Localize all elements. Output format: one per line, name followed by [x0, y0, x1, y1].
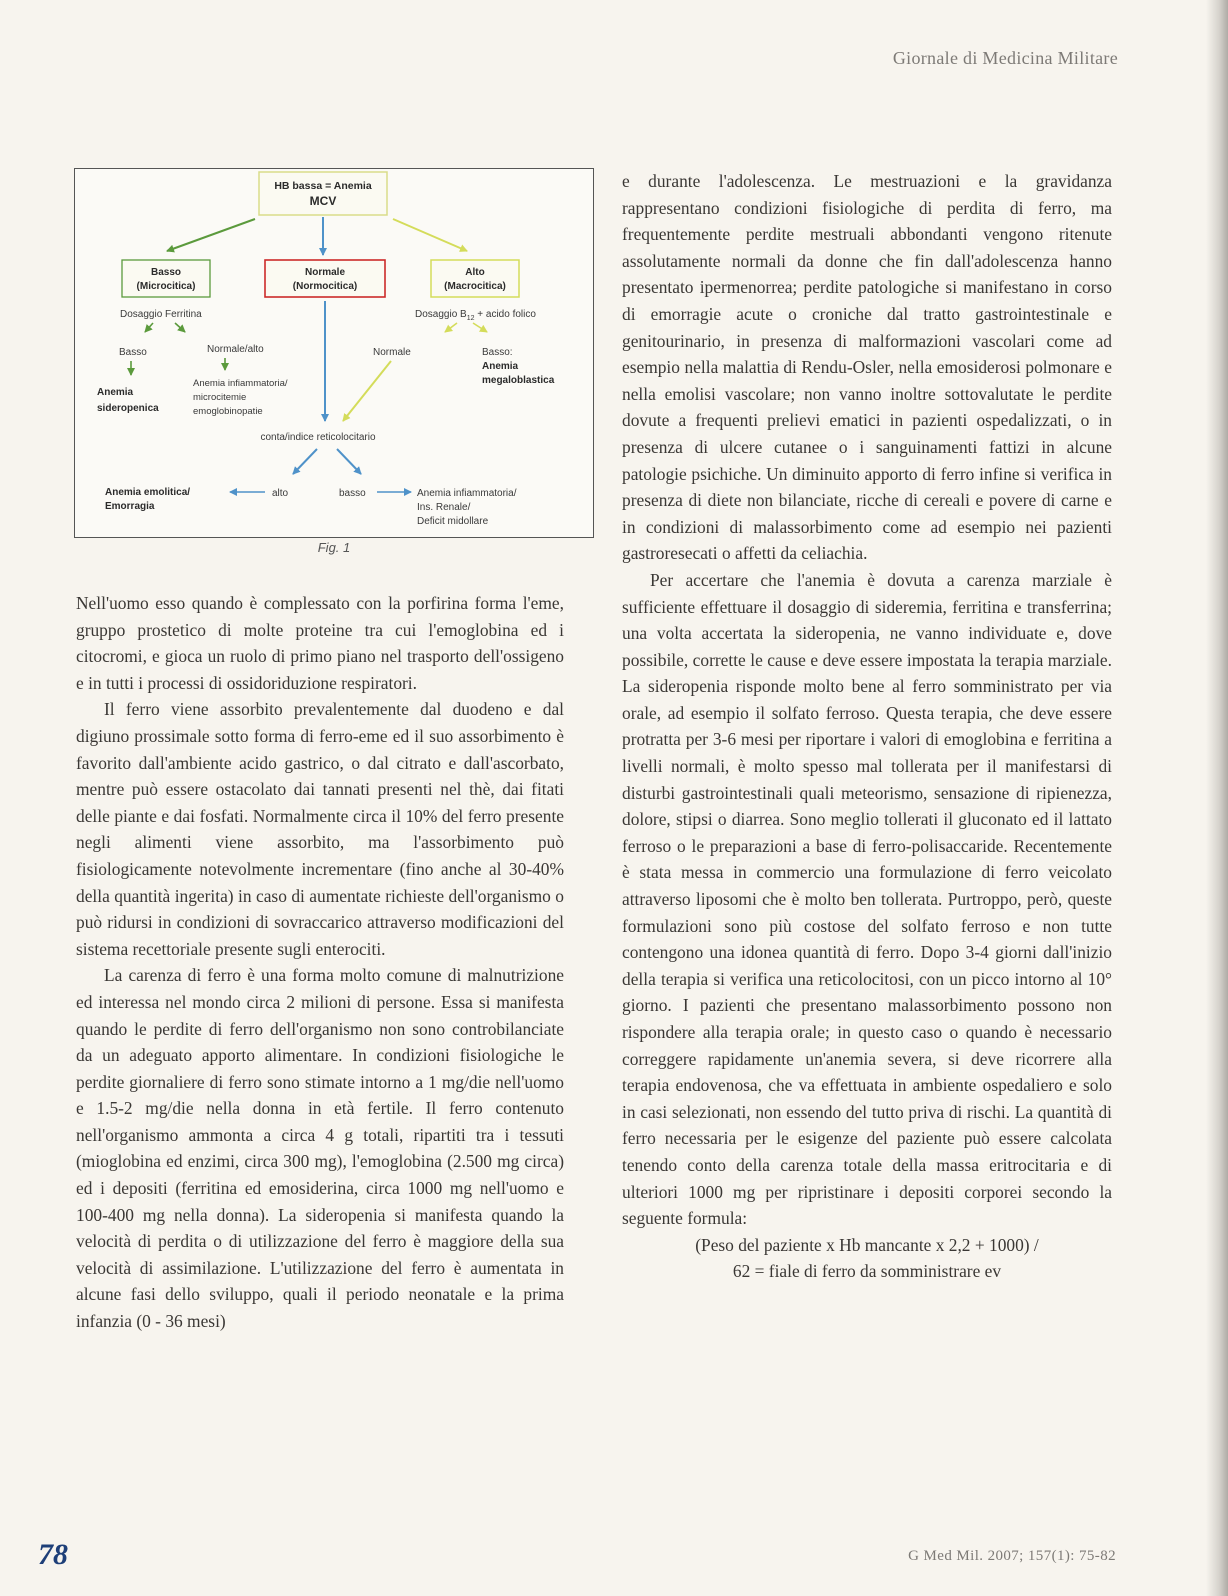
basso-right-label: Basso:	[482, 347, 513, 358]
anemia-emolitica-line2: Emorragia	[105, 501, 155, 512]
journal-title: Giornale di Medicina Militare	[892, 48, 1118, 68]
anemia-megaloblastica-line1: Anemia	[482, 361, 519, 372]
conta-indice-label: conta/indice reticolocitario	[260, 432, 376, 443]
arrow-ferritina-normale	[175, 323, 185, 332]
basso-left-label: Basso	[119, 347, 147, 358]
arrow-b12-basso	[473, 323, 487, 332]
arrow-to-macrocitica	[393, 219, 467, 251]
flowchart-svg	[75, 169, 593, 537]
dosaggio-ferritina: Dosaggio Ferritina	[120, 309, 202, 320]
basso-conta-label: basso	[339, 488, 366, 499]
anemia-infiammatoria-line1: Anemia infiammatoria/	[193, 378, 288, 389]
anemia-infiammatoria-line3: emoglobinopatie	[193, 406, 263, 417]
figure-flowchart	[74, 168, 594, 538]
formula-line2: 62 = fiale di ferro da somministrare ev	[732, 1261, 1002, 1282]
arrow-normale-macro-conta	[343, 361, 391, 421]
arrow-conta-alto	[293, 449, 317, 474]
anemia-infiammatoria-line2: microcitemie	[193, 392, 247, 403]
anemia-infiammatoria-ins-line2: Ins. Renale/	[417, 502, 471, 513]
paragraph: La carenza di ferro è una forma molto comune di malnutrizione ed interessa nel mondo circa 2 milioni di persone. Essa si manifesta quando le perdite di ferro dell'organismo non sono controbilanciate da un adeguato apporto alimentare. In condizioni fisiologiche le perdite giornaliere di ferro sono stimate intorno a 1 mg/die nell'uomo e 1.5-2 mg/die nella donna in età fertile. Il ferro contenuto nell'organismo ammonta a circa 4 g totali, ripartiti tra i tessuti (mioglobina ed enzimi, circa 300 mg), l'emoglobina (2.500 mg circa) ed i depositi (ferritina ed emosiderina, circa 1000 mg nell'uomo e 100-400 mg nella donna). La sideropenia si manifesta quando la velocità di perdita o di utilizzazione del ferro è maggiore della sua velocità di assimilazione. L'utilizzazione del ferro è aumentata in alcune fasi dello sviluppo, quali il periodo neonatale e la prima infanzia (0 - 36 mesi)	[76, 965, 564, 1332]
figure-caption: Fig. 1	[317, 540, 351, 555]
arrow-b12-normale	[445, 323, 457, 332]
macrocitica-line1: Alto	[465, 267, 485, 278]
anemia-megaloblastica-line2: megaloblastica	[482, 375, 555, 386]
microcitica-line1: Basso	[150, 267, 182, 278]
body-column-right	[622, 168, 1112, 1285]
arrow-to-microcitica	[167, 219, 255, 251]
alto-label: alto	[272, 488, 289, 499]
page-edge-shadow	[1206, 0, 1228, 1596]
anemia-infiammatoria-ins-line1: Anemia infiammatoria/	[417, 488, 517, 499]
normocitica-line2: (Normocitica)	[292, 281, 358, 292]
top-box-line1: HB bassa = Anemia	[274, 180, 372, 192]
anemia-emolitica-line1: Anemia emolitica/	[105, 487, 191, 498]
paragraph: e durante l'adolescenza. Le mestruazioni e la gravidanza rappresentano condizioni fisiologiche di perdita di ferro, ma frequentemente perdite mestruali abbondanti vengono ritenute assolutamente normali da donne che fin dall'adolescenza hanno presentato ipermenorrea; perdite patologiche si manifestano in corso di emorragie acute o croniche dal tratto gastrointestinale e genitourinario, in presenza di malformazioni vascolari come ad esempio nella malattia di Rendu-Osler, nella emosiderosi polmonare e nella emolisi vascolare; non vanno inoltre sottovalutate le perdite dovute a frequenti prelievi ematici in pazienti ospedalizzati, o in presenza di ulcere cutanee o i sanguinamenti fattizi in alcune patologie psichiche. Un diminuito apporto di ferro infine si verifica in presenza di diete non bilanciate, ricche di cereali e povere di carne e in condizioni di malassorbimento come ad esempio nei pazienti gastroresecati o affetti da celiachia.	[622, 171, 1112, 564]
formula-line1: (Peso del paziente x Hb mancante x 2,2 + 1000) /	[695, 1234, 1039, 1255]
normocitica-line1: Normale	[304, 267, 346, 278]
paragraph: Per accertare che l'anemia è dovuta a carenza marziale è sufficiente effettuare il dosaggio di sideremia, ferritina e transferrina; una volta accertata la sideropenia, ne vanno individuate e, dove possibile, corrette le cause e deve essere impostata la terapia marziale. La sideropenia risponde molto bene al ferro somministrato per via orale, ad esempio il solfato ferroso. Questa terapia, che deve essere protratta per 3-6 mesi per riportare i valori di emoglobina e ferritina a livelli normali, è molto spesso mal tollerata per il manifestarsi di disturbi gastrointestinali quali meteorismo, sensazione di ripienezza, dolore, stipsi o diarrea. Sono meglio tollerati il gluconato ed il lattato ferroso o le preparazioni a base di ferro-polisaccaride. Recentemente è stata messa in commercio una formulazione di ferro veicolato attraverso liposomi che è molto ben tollerata. Purtroppo, però, queste formulazioni sono più costose del solfato ferroso e non tutte contengono una idonea quantità di ferro. Dopo 3-4 giorni dall'inizio della terapia si verifica una reticolocitosi, con un picco intorno al 10° giorno. I pazienti che presentano malassorbimento possono non rispondere alla terapia orale; in questo caso o quando è necessario correggere rapidamente un'anemia severa, si deve ricorrere alla terapia endovenosa, che va effettuata in ambiente ospedaliero e solo in casi selezionati, non essendo del tutto priva di rischi. La quantità di ferro necessaria per le esigenze del paziente può essere calcolata tenendo conto della carenza totale della massa eritrocitaria e di ulteriori 1000 mg per ripristinare i depositi corporei secondo la seguente formula:	[622, 569, 1112, 1229]
paragraph: Nell'uomo esso quando è complessato con la porfirina forma l'eme, gruppo prostetico di molte proteine tra cui l'emoglobina ed i citocromi, e gioca un ruolo di primo piano nel trasporto dell'ossigeno e in tutti i processi di ossidoriduzione respiratori.	[76, 593, 564, 693]
anemia-infiammatoria-ins-line3: Deficit midollare	[417, 516, 489, 527]
microcitica-line2: (Microcitica)	[136, 281, 196, 292]
anemia-sideropenica-line1: Anemia	[97, 387, 134, 398]
normale-right-label: Normale	[373, 347, 411, 358]
arrow-ferritina-basso	[145, 323, 153, 332]
macrocitica-line2: (Macrocitica)	[444, 281, 506, 292]
paragraph: Il ferro viene assorbito prevalentemente dal duodeno e dal digiuno prossimale sotto forma di ferro-eme ed il suo assorbimento è favorito dall'ambiente acido gastrico, o dal citrato e dall'ascorbato, mentre può essere ostacolato dai tannati presenti nel thè, dai fitati delle piante e dai fosfati. Normalmente circa il 10% del ferro presente negli alimenti viene assorbito, ma l'assorbimento può fisiologicamente notevolmente incrementare (fino anche al 30-40% della quantità ingerita) in caso di aumentate richieste dell'organismo o può ridursi in condizioni di sovraccarico attraverso modificazioni del sistema recettoriale presente sugli enterociti.	[76, 699, 564, 959]
top-box-line2: MCV	[309, 194, 337, 208]
normale-alto-label: Normale/alto	[207, 344, 264, 355]
body-column-left	[76, 590, 564, 1335]
arrow-conta-basso	[337, 449, 361, 474]
dosaggio-b12: Dosaggio $B_{12}$ + acido folico	[415, 309, 536, 322]
page-number: 78	[38, 1538, 68, 1571]
journal-citation: G Med Mil. 2007; 157(1): 75-82	[908, 1548, 1116, 1564]
anemia-sideropenica-line2: sideropenica	[97, 403, 159, 414]
